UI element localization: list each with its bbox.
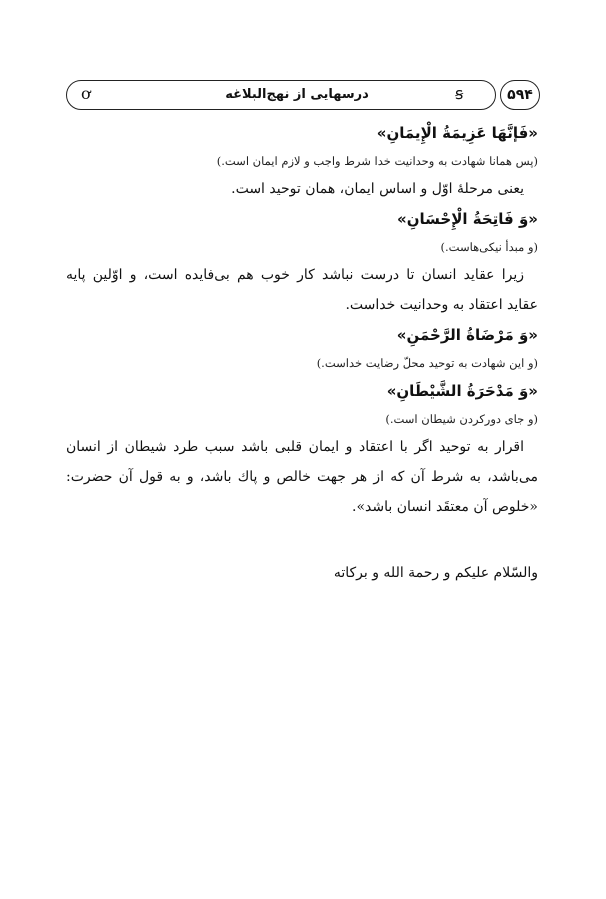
- paragraph-line-3b: می‌باشد، به شرط آن که از هر جهت خالص و پاك باشد، و به قول آن حضرت:: [66, 469, 538, 485]
- ornament-right-icon: ꞩ: [455, 84, 464, 103]
- closing-line: والسّلام علیکم و رحمة الله و برکاته: [333, 565, 538, 581]
- spacer: [66, 522, 538, 558]
- page-number: ۵۹۴: [500, 80, 540, 110]
- body-text: [66, 118, 538, 588]
- translation-line-3: (و این شهادت به توحید محلّ رضایت خداست.): [316, 356, 538, 370]
- quote-line-4: «وَ مَدْحَرَةُ الشَّيْطَانِ»: [386, 382, 538, 400]
- running-title: درسهایی از نهج‌البلاغه: [225, 87, 369, 102]
- ornament-left-icon: ơ: [81, 84, 91, 103]
- page-header: [66, 80, 538, 112]
- quote-line-3: «وَ مَرْضَاةُ الرَّحْمَنِ»: [396, 326, 538, 344]
- quote-line-1: «فَإنَّهَا عَزِيمَةُ الْإِيمَانِ»: [376, 124, 538, 142]
- paragraph-line-2b: عقاید اعتقاد به وحدانیت خداست.: [345, 297, 538, 313]
- quote-line-2: «وَ فَاتِحَةُ الْإِحْسَانِ»: [397, 210, 538, 228]
- paragraph-line-3a: اقرار به توحید اگر با اعتقاد و ایمان قلبی باشد سبب طرد شیطان از انسان: [66, 439, 525, 455]
- header-frame: [66, 80, 496, 110]
- paragraph-line-2a: زیرا عقاید انسان تا درست نباشد کار خوب هم بی‌فایده است، و اوّلین پایه: [66, 267, 524, 283]
- paragraph-line-3c: «خلوص آن معتقَد انسان باشد».: [352, 499, 538, 515]
- translation-line-1: (پس همانا شهادت به وحدانیت خدا شرط واجب و لازم ایمان است.): [216, 154, 538, 168]
- paragraph-line-1: یعنی مرحلهٔ اوّل و اساس ایمان، همان توحید است.: [231, 181, 524, 197]
- translation-line-4: (و جای دورکردن شیطان است.): [385, 412, 538, 426]
- translation-line-2: (و مبدأ نیکی‌هاست.): [440, 240, 538, 254]
